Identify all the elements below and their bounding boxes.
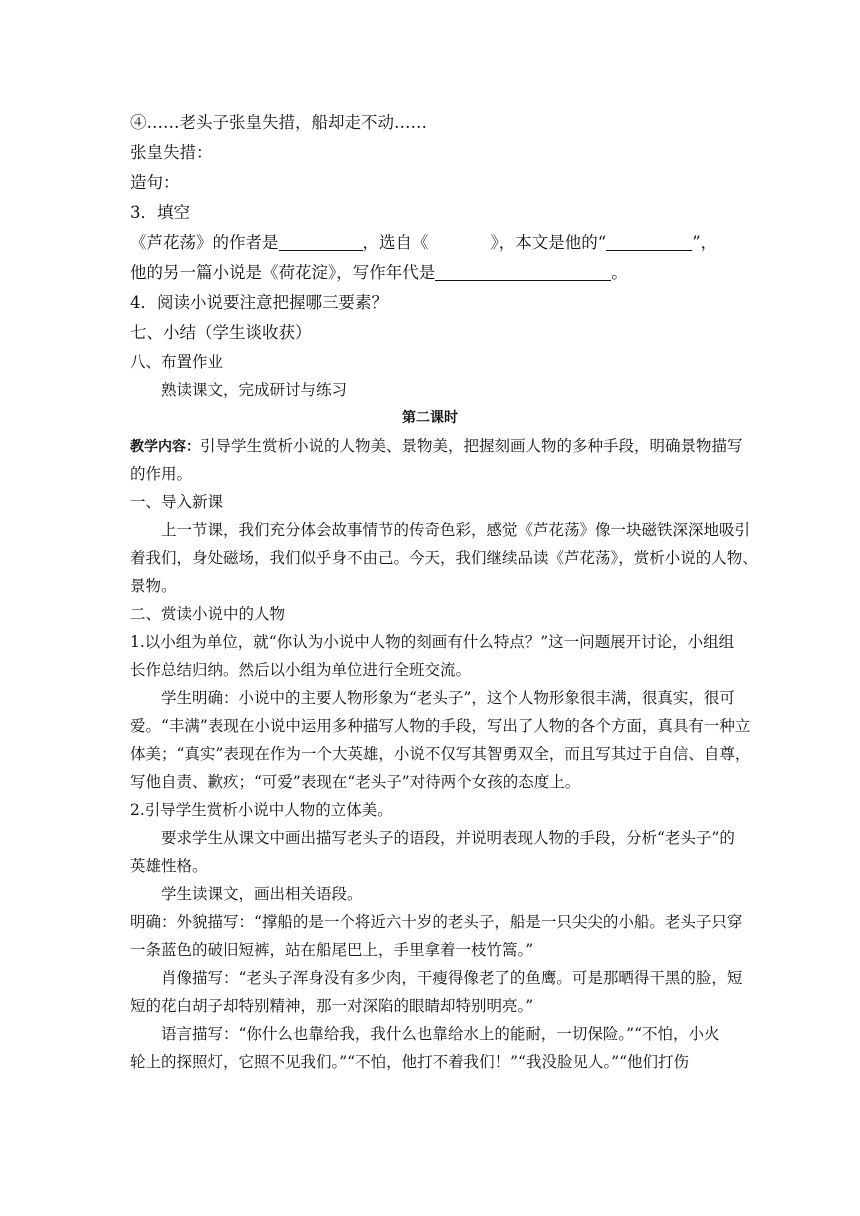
speech-line-2: 轮上的探照灯，它照不见我们。”“不怕，他打不着我们！”“我没脸见人。”“他们打伤	[130, 1053, 690, 1071]
teaching-content-text: 引导学生赏析小说的人物美、景物美，把握刻画人物的多种手段，明确景物描写	[200, 437, 743, 455]
appearance-line-2: 一条蓝色的破旧短裤，站在船尾巴上，手里拿着一枝竹篙。”	[130, 941, 534, 959]
fill-text-period: 。	[611, 263, 628, 282]
era-blank	[435, 262, 611, 281]
section-characters: 二、赏读小说中的人物	[130, 605, 286, 623]
term-definition-line: 张皇失措：	[130, 143, 213, 162]
requirement-line-1: 要求学生从课文中画出描写老头子的语段，并说明表现人物的手段，分析“老头子”的	[161, 829, 735, 847]
student-clarify-line-3: 体美；“真实”表现在作为一个大英雄，小说不仅写其智勇双全，而且写其过于自信、自尊，	[130, 745, 751, 763]
requirement-line-2: 英雄性格。	[130, 857, 208, 875]
fill-blank-line-2	[130, 258, 730, 288]
student-clarify-line-4: 写他自责、歉疚；“可爱”表现在“老头子”对待两个女孩的态度上。	[130, 773, 581, 791]
teaching-content-line	[130, 432, 743, 460]
section-summary: 七、小结（学生谈收获）	[130, 323, 312, 342]
document-body	[130, 108, 758, 1076]
student-clarify-line-1: 学生明确：小说中的主要人物形象为“老头子”，这个人物形象很丰满，很真实，很可	[161, 689, 735, 707]
fill-text-era: 他的另一篇小说是《荷花淀》，写作年代是	[130, 263, 436, 282]
homework-text: 熟读课文，完成研讨与练习	[161, 381, 348, 399]
exercise-item-4: ④……老头子张皇失措，船却走不动……	[130, 113, 427, 132]
section-homework: 八、布置作业	[130, 353, 224, 371]
section-fill-blank: 3．填空	[130, 203, 190, 222]
step-one-line-2: 长作总结归纳。然后以小组为单位进行全班交流。	[130, 661, 472, 679]
fill-text-end: ”，	[692, 233, 718, 252]
lesson-two-heading: 第二课时	[402, 410, 458, 426]
portrait-line-2: 短的花白胡子却特别精神，那一对深陷的眼睛却特别明亮。”	[130, 997, 534, 1015]
intro-paragraph-line-3: 景物。	[130, 577, 177, 595]
student-reading: 学生读课文，画出相关语段。	[161, 885, 363, 903]
question-four: 4．阅读小说要注意把握哪三要素？	[130, 293, 388, 312]
step-one-line-1: 1.以小组为单位，就“你认为小说中人物的刻画有什么特点？”这一问题展开讨论，小组组	[130, 633, 735, 651]
intro-paragraph-line-1: 上一节课，我们充分体会故事情节的传奇色彩，感觉《芦花荡》像一块磁铁深深地吸引	[161, 521, 751, 539]
speech-line-1: 语言描写：“你什么也靠给我，我什么也靠给水上的能耐，一切保险。”“不怕，小火	[161, 1025, 720, 1043]
step-two: 2.引导学生赏析小说中人物的立体美。	[130, 801, 393, 819]
intro-paragraph-line-2: 着我们，身处磁场，我们似乎身不由己。今天，我们继续品读《芦花荡》，赏析小说的人物、	[130, 549, 758, 567]
fill-blank-line-1	[130, 228, 730, 258]
appearance-line-1: 明确：外貌描写：“撑船的是一个将近六十岁的老头子，船是一只尖尖的小船。老头子只穿	[130, 913, 743, 931]
teaching-content-label: 教学内容：	[130, 439, 200, 455]
author-blank	[279, 232, 363, 251]
work-blank	[606, 232, 692, 251]
source-blank	[429, 233, 491, 251]
section-intro: 一、导入新课	[130, 493, 224, 511]
portrait-line-1: 肖像描写：“老头子浑身没有多少肉，干瘦得像老了的鱼鹰。可是那晒得干黑的脸，短	[161, 969, 743, 987]
fill-text-work: 》，本文是他的“	[490, 233, 607, 252]
sentence-making-line: 造句：	[130, 173, 180, 192]
fill-text-source: ，选自《	[362, 233, 429, 252]
fill-text-author: 《芦花荡》的作者是	[130, 233, 279, 252]
teaching-content-cont: 的作用。	[130, 465, 193, 483]
student-clarify-line-2: 爱。“丰满”表现在小说中运用多种描写人物的手段，写出了人物的各个方面，真具有一种立	[130, 717, 751, 735]
